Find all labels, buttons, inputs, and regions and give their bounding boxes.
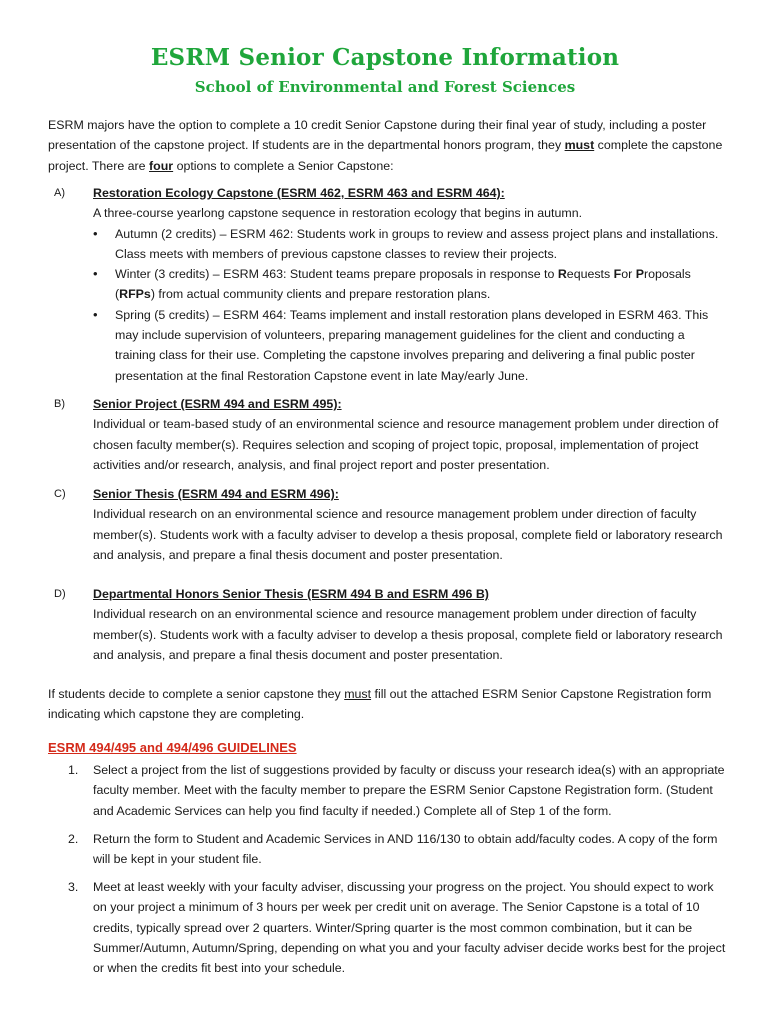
- registration-text-1: If students decide to complete a senior capstone they: [48, 687, 341, 701]
- bullet-autumn: [93, 224, 728, 265]
- option-d: [48, 584, 728, 665]
- option-a: [48, 183, 728, 386]
- intro-must: must: [564, 138, 595, 153]
- step-text: Return the form to Student and Academic Services in AND 116/130 to obtain add/faculty codes. A copy of the form will be kept in your student file.: [93, 832, 718, 867]
- page-subtitle: School of Environmental and Forest Sciences: [194, 78, 576, 96]
- option-description: Individual research on an environmental science and resource management problem under direction of faculty member(s). Students work with a faculty adviser to develop a thesis proposal, complete field or laboratory research and analysis, and prepare a final thesis document and poster presentation.: [93, 507, 723, 562]
- option-heading: Senior Thesis (ESRM 494 and ESRM 496):: [93, 487, 339, 501]
- bullet-text: ) from actual community clients and prepare restoration plans.: [150, 287, 491, 302]
- registration-text-2: fill out the attached ESRM Senior Capstone Registration form indicating which capstone they are completing.: [48, 687, 712, 722]
- bullet-text: Winter (3 credits) – ESRM 463: Student teams prepare proposals in response to: [115, 267, 558, 282]
- bullet-text: or: [621, 267, 636, 282]
- intro-text-3: options to complete a Senior Capstone:: [176, 158, 394, 173]
- bullet-spring: [93, 305, 728, 386]
- intro-text-1: ESRM majors have the option to complete a 10 credit Senior Capstone during their final year of study, including a poster presentation of the capstone project. If students are in the departmental honors program, they: [48, 118, 707, 153]
- bullet-bold-f: F: [613, 267, 622, 282]
- page-title: ESRM Senior Capstone Information: [150, 44, 620, 71]
- option-c: [48, 484, 728, 565]
- intro-paragraph: [48, 115, 728, 176]
- bullet-text: roposals (: [115, 267, 691, 302]
- option-letter: B): [54, 398, 65, 410]
- step-number: 3.: [68, 880, 79, 894]
- guideline-step-2: [48, 829, 728, 870]
- option-heading: Senior Project (ESRM 494 and ESRM 495):: [93, 397, 342, 411]
- option-letter: A): [54, 187, 65, 199]
- option-description: Individual or team-based study of an environmental science and resource management problem under direction of chosen faculty member(s). Requires selection and scoping of project topic, proposal, implementation of project activities and/or research, analysis, and final project report and poster presentation.: [93, 417, 719, 472]
- guideline-step-1: [48, 760, 728, 821]
- step-number: 2.: [68, 832, 79, 846]
- registration-paragraph: [48, 684, 728, 725]
- option-letter: D): [54, 588, 66, 600]
- registration-must: must: [344, 687, 372, 701]
- option-description: A three-course yearlong capstone sequence in restoration ecology that begins in autumn.: [93, 206, 583, 221]
- step-text: Select a project from the list of suggestions provided by faculty or discuss your research idea(s) with an appropriate faculty member. Meet with the faculty member to prepare the ESRM Senior Capstone Registration form. (Student and Academic Services can help you find faculty if needed.) Complete all of Step 1 of the form.: [93, 763, 725, 818]
- guidelines-title: ESRM 494/495 and 494/496 GUIDELINES: [48, 740, 297, 755]
- step-text: Meet at least weekly with your faculty adviser, discussing your progress on the project. You should expect to work on your project a minimum of 3 hours per week per credit unit on average. The Senior Capstone is a total of 10 credits, typically spread over 2 quarters. Winter/Spring quarter is the most common combination, but it can be Summer/Autumn, Autumn/Spring, depending on what you and your faculty adviser decide works best for the project or when the credits fit best into your schedule.: [93, 880, 726, 976]
- step-number: 1.: [68, 763, 79, 777]
- bullet-text: Spring (5 credits) – ESRM 464: Teams implement and install restoration plans developed in ESRM 463. This may include supervision of volunteers, preparing management guidelines for the client and conducting a training class for their use. Completing the capstone involves preparing and delivering a final public poster presentation at the final Restoration Capstone event in late May/early June.: [115, 307, 709, 383]
- option-b: [48, 394, 728, 475]
- bullet-bold-rfps: RFPs: [119, 287, 151, 302]
- bullet-bold-r: R: [557, 267, 567, 282]
- option-heading: Restoration Ecology Capstone (ESRM 462, ESRM 463 and ESRM 464):: [93, 186, 505, 200]
- intro-four: four: [149, 158, 174, 173]
- option-letter: C): [54, 488, 66, 500]
- bullet-winter: [93, 264, 728, 305]
- bullet-bold-p: P: [635, 267, 644, 282]
- option-heading: Departmental Honors Senior Thesis (ESRM 494 B and ESRM 496 B): [93, 587, 489, 601]
- guideline-step-3: [48, 877, 728, 978]
- bullet-text: Autumn (2 credits) – ESRM 462: Students work in groups to review and assess project plans and installations. Class meets with members of previous capstone classes to review their projects.: [115, 226, 719, 261]
- intro-text-2: complete the capstone project. There are: [48, 138, 723, 173]
- option-description: Individual research on an environmental science and resource management problem under direction of faculty member(s). Students work with a faculty adviser to develop a thesis proposal, complete field or laboratory research and analysis, and prepare a final thesis document and poster presentation.: [93, 607, 723, 662]
- bullet-text: equests: [566, 267, 614, 282]
